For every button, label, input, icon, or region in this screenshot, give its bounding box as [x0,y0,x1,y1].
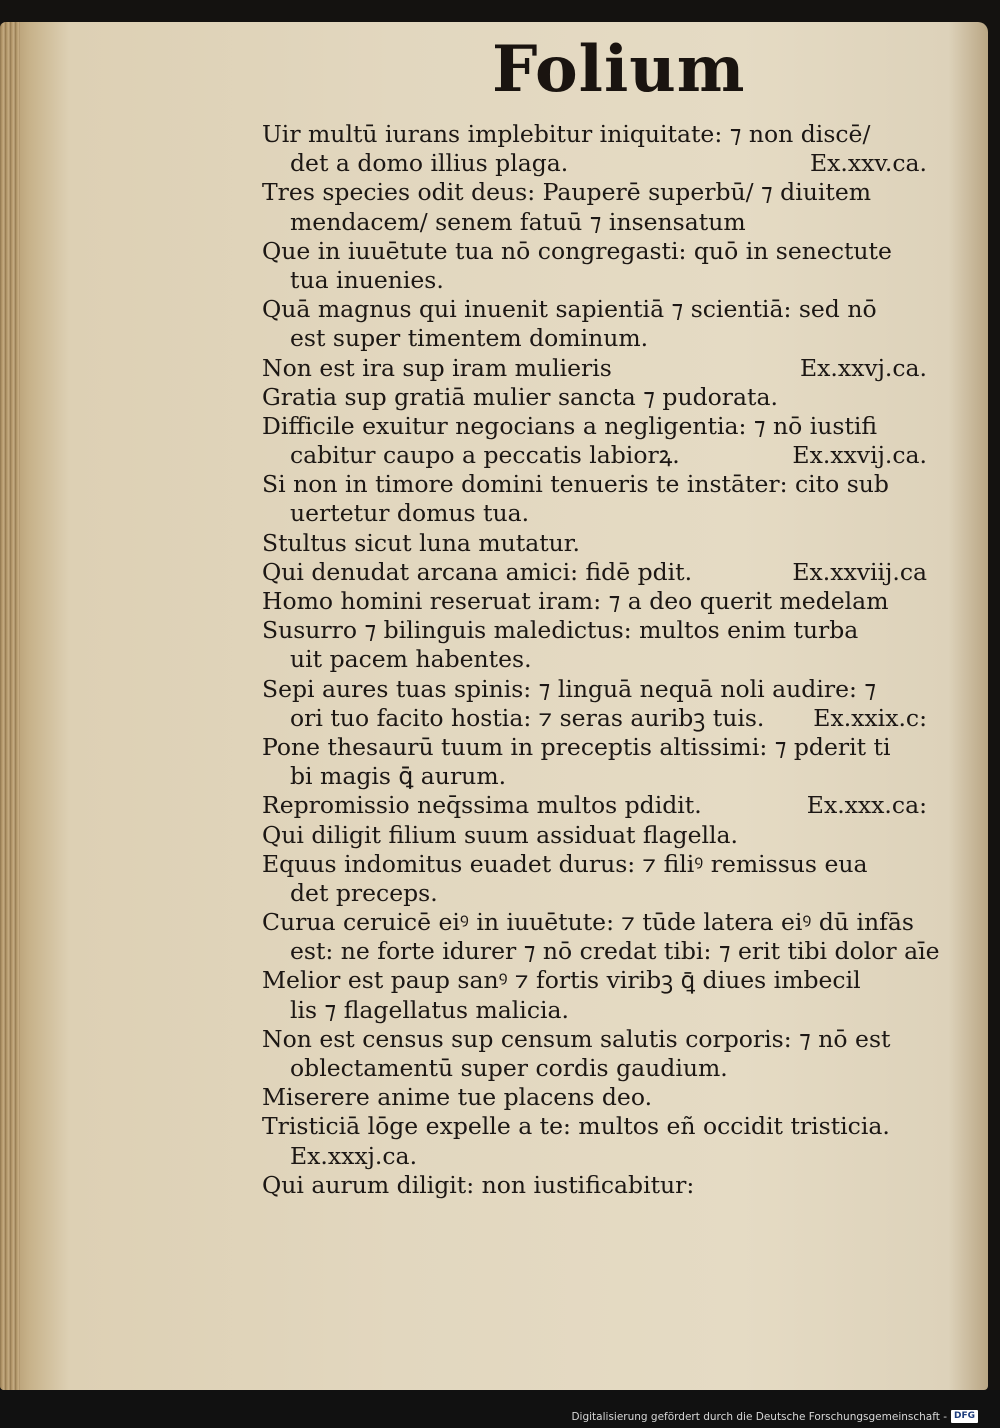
text-line: mendacem/ senem fatuū ⁊ insensatum [290,207,746,236]
text-line: Difficile exuitur negocians a negligentia: ⁊ nō iustifi [262,411,878,440]
text-line: lis ⁊ flagellatus malicia. [290,995,569,1024]
text-line: Pone thesaurū tuum in preceptis altissimi: ⁊ pderit ti [262,732,891,761]
text-line: tua inuenies. [290,265,444,294]
text-line: Qui denudat arcana amici: fidē pdit. Ex.xxviij.ca [262,557,927,586]
text-line: uertetur domus tua. [290,499,530,528]
text-line: est super timentem dominum. [290,324,649,353]
chapter-reference: Ex.xxix.c: [813,703,927,732]
text-line: Quā magnus qui inuenit sapientiā ⁊ scientiā: sed nō [262,295,877,324]
text-line: Homo homini reseruat iram: ⁊ a deo querit medelam [262,587,889,615]
text-line: Uir multū iurans implebitur iniquitate: ⁊ non discē/ [262,120,871,148]
chapter-reference: Ex.xxvij.ca. [792,441,927,470]
page-heading: Folium [492,32,746,107]
text-line: Repromissio neq̄ssima multos pdidit. Ex.xxx.ca: [262,791,927,820]
text-line: est: ne forte idurer ⁊ nō credat tibi: ⁊ erit tibi dolor aīe [290,937,940,966]
text-line: Curua ceruicē eiꝰ in iuuētute: ⁊ tūde latera eiꝰ dū infās [262,908,914,937]
text-line: det preceps. [290,878,438,907]
text-line: Gratia sup gratiā mulier sancta ⁊ pudorata. [262,382,778,411]
text-line: cabitur caupo a peccatis labiorꝝ. Ex.xxvij.ca. [290,441,927,470]
text-line: oblectamentū super cordis gaudium. [290,1054,728,1082]
text-line: Stultus sicut luna mutatur. [262,528,580,557]
credit-text: Digitalisierung gefördert durch die Deutsche Forschungsgemeinschaft - [571,1410,947,1423]
text-line: Si non in timore domini tenueris te instāter: cito sub [262,470,889,499]
chapter-reference: Ex.xxxj.ca. [290,1141,418,1170]
text-line: ori tuo facito hostia: ⁊ seras auribꝫ tuis. Ex.xxix.c: [290,703,927,732]
digitization-credit [571,1410,978,1423]
text-line: Susurro ⁊ bilinguis maledictus: multos enim turba [262,616,859,645]
text-line: Sepi aures tuas spinis: ⁊ linguā nequā noli audire: ⁊ [262,674,877,703]
dfg-logo-icon: DFG [951,1410,978,1423]
text-line: Equus indomitus euadet durus: ⁊ filiꝰ remissus eua [262,849,868,878]
text-line: Tristiciā lōge expelle a te: multos eñ occidit tristicia. [262,1112,890,1141]
chapter-reference: Ex.xxx.ca: [806,791,927,820]
body-text [262,120,940,1200]
chapter-reference: Ex.xxviij.ca [792,557,927,586]
text-line: det a domo illius plaga. Ex.xxv.ca. [290,149,927,178]
chapter-reference: Ex.xxv.ca. [810,149,927,178]
text-line: Qui diligit filium suum assiduat flagella. [262,820,739,849]
text-line: Qui aurum diligit: non iustificabitur: [262,1170,695,1199]
text-line: Que in iuuētute tua nō congregasti: quō in senectute [262,236,892,265]
page-fore-edge [0,22,20,1390]
text-line: uit pacem habentes. [290,645,532,674]
text-line: Tres species odit deus: Pauperē superbū/ ⁊ diuitem [262,178,872,207]
text-line: Non est census sup censum salutis corporis: ⁊ nō est [262,1024,891,1053]
text-line: Miserere anime tue placens deo. [262,1083,653,1112]
chapter-reference: Ex.xxvj.ca. [799,353,927,382]
text-line: bi magis ꝗ̄ aurum. [290,762,507,791]
text-line: Non est ira sup iram mulieris Ex.xxvj.ca. [262,353,927,382]
text-line: Melior est paup sanꝰ ⁊ fortis viribꝫ ꝗ̄ diues imbecil [262,966,861,995]
